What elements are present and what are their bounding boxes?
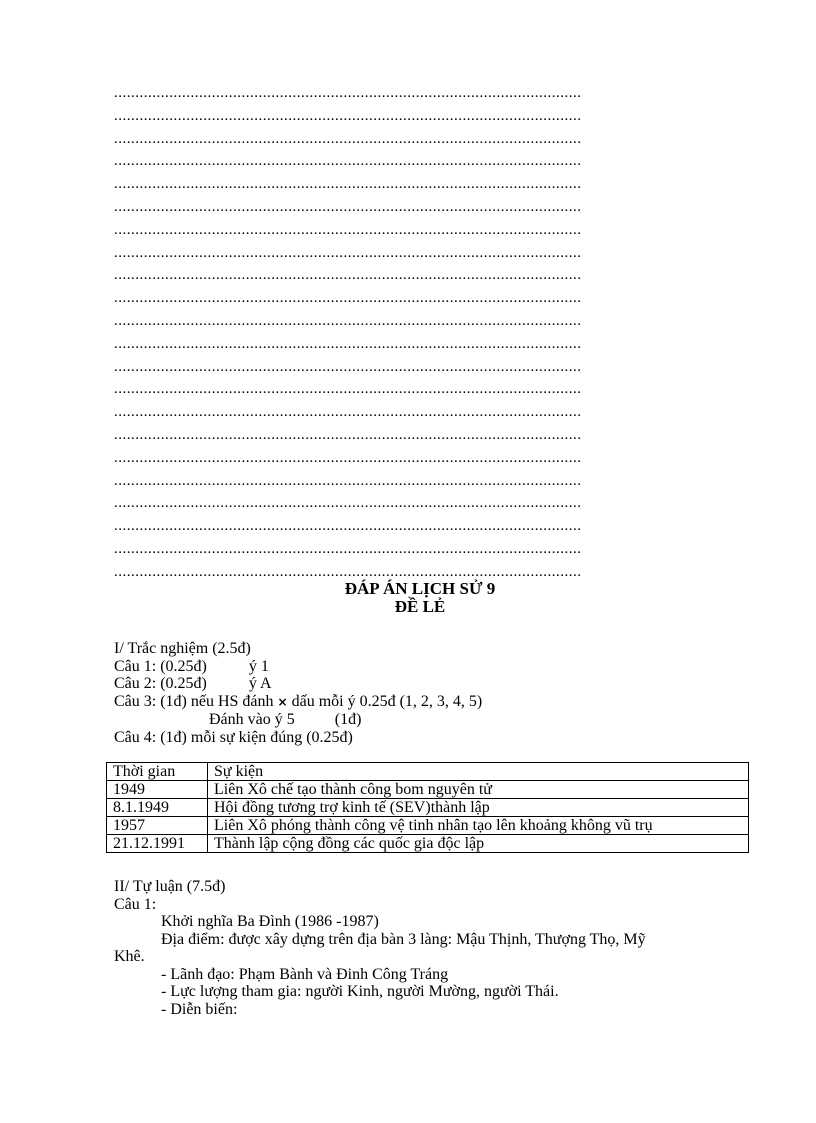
q3-row [114,693,482,712]
essay-section [114,878,646,1018]
row-time: 1957 [107,817,208,835]
dotted-line: .............................................................................................................. [114,358,582,375]
dotted-line: .............................................................................................................. [114,381,582,398]
title-line-2: ĐỀ LẺ [394,597,446,616]
events-table [106,762,749,853]
dotted-line: .............................................................................................................. [114,244,582,261]
part2-q1-label: Câu 1: [114,895,157,913]
dotted-line: .............................................................................................................. [114,426,582,443]
row-event: Liên Xô chế tạo thành công bom nguyên tử [208,781,749,799]
table-row [107,781,749,799]
table-row [107,817,749,835]
dotted-line: .............................................................................................................. [114,290,582,307]
part2-heading: II/ Tự luận (7.5đ) [114,878,226,895]
q3-text-before: Câu 3: (1đ) nếu HS đánh [114,692,278,710]
dotted-line: .............................................................................................................. [114,198,582,215]
q3-line2-b: (1đ) [334,711,362,728]
dotted-line: .............................................................................................................. [114,335,582,352]
row-time: 8.1.1949 [107,799,208,817]
q1-row [114,658,482,676]
dotted-line: .............................................................................................................. [114,130,582,147]
dotted-line: .............................................................................................................. [114,540,582,557]
location-line-cont: Khê. [114,948,145,965]
header-time: Thời gian [107,763,208,781]
row-time: 1949 [107,781,208,799]
row-event: Thành lập cộng đồng các quốc gia độc lập [208,835,749,853]
header-event: Sự kiện [208,763,749,781]
q3-line2-a: Đánh vào ý 5 [209,711,295,728]
dotted-line: .............................................................................................................. [114,107,582,124]
row-time: 21.12.1991 [107,835,208,853]
dotted-line: .............................................................................................................. [114,404,582,421]
q2-row [114,675,482,693]
q4-row: Câu 4: (1đ) mỗi sự kiện đúng (0.25đ) [114,728,353,746]
dotted-line: .............................................................................................................. [114,85,582,101]
multiple-choice-section [114,640,482,746]
row-event: Hội đồng tương trợ kinh tế (SEV)thành lập [208,799,749,817]
q2-answer: ý A [248,675,272,692]
title-line-1: ĐÁP ÁN LỊCH SỬ 9 [344,579,496,598]
q3-text-after: dấu mỗi ý 0.25đ (1, 2, 3, 4, 5) [287,692,483,710]
forces-line: - Lực lượng tham gia: người Kinh, người Mường, người Thái. [161,983,559,1000]
dotted-line: .............................................................................................................. [114,495,582,512]
dotted-line: .............................................................................................................. [114,221,582,238]
q3-row-2 [114,711,482,729]
answer-key-title [0,580,816,616]
table-row [107,799,749,817]
cross-mark-icon: × [277,694,288,709]
progress-line: - Diễn biến: [161,1000,238,1018]
dotted-line: .............................................................................................................. [114,153,582,170]
q1-label: Câu 1: (0.25đ) [114,657,207,675]
table-row [107,835,749,853]
location-line: Địa điểm: được xây dựng trên địa bàn 3 làng: Mậu Thịnh, Thượng Thọ, Mỹ [161,930,646,948]
dotted-line: .............................................................................................................. [114,312,582,329]
dotted-line: .............................................................................................................. [114,449,582,466]
q2-label: Câu 2: (0.25đ) [114,675,207,692]
dotted-answer-lines [114,82,730,584]
dotted-line: .............................................................................................................. [114,518,582,535]
row-event: Liên Xô phóng thành công vệ tinh nhân tạo lên khoảng không vũ trụ [208,817,749,835]
table-header-row [107,763,749,781]
dotted-line: .............................................................................................................. [114,267,582,284]
q1-answer: ý 1 [248,657,269,675]
leaders-line: - Lãnh đạo: Phạm Bành và Đinh Công Tráng [161,965,449,983]
dotted-line: .............................................................................................................. [114,563,582,580]
uprising-name: Khởi nghĩa Ba Đình (1986 -1987) [161,913,379,930]
part1-heading: I/ Trắc nghiệm (2.5đ) [114,640,251,657]
dotted-line: .............................................................................................................. [114,472,582,489]
dotted-line: .............................................................................................................. [114,176,582,193]
